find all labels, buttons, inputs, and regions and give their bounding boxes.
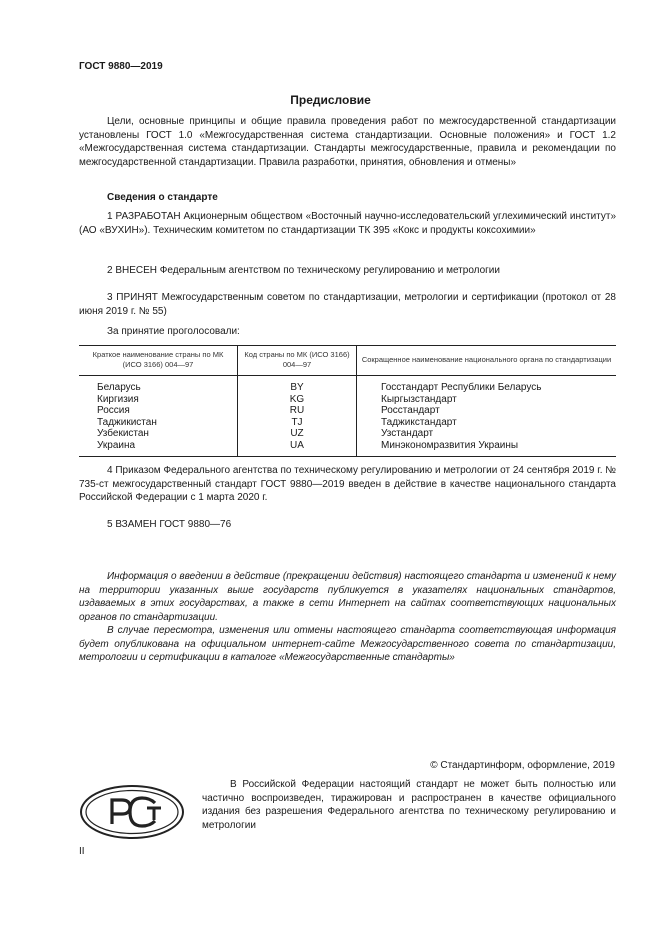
preface-intro: Цели, основные принципы и общие правила проведения работ по межгосударственной стандартизации установлены ГОСТ 1.0 «Межгосударственная система стандартизации. Основные положения» и ГОСТ 1.2 «Межгосударственная система стандартизации. Стандарты межгосударственные, правила и рекомендации по межгосударственной стандартизации. Правила разработки, принятия, обновления и отмены» [79,116,616,168]
standards-body: Таджикстандарт [357,417,617,429]
country-name: Украина [79,440,238,457]
country-code: RU [238,405,357,417]
info-item-3: 3 ПРИНЯТ Межгосударственным советом по стандартизации, метрологии и сертификации (протокол от 28 июня 2019 г. № 55) [79,292,616,317]
info-item-5: 5 ВЗАМЕН ГОСТ 9880—76 [107,519,232,530]
standards-body: Госстандарт Республики Беларусь [357,376,617,394]
country-name: Беларусь [97,382,141,393]
country-code: UZ [238,428,357,440]
country-name: Таджикистан [97,416,157,428]
country-code: BY [238,376,357,394]
table-row [79,440,616,457]
country-name: Киргизия [97,393,139,405]
table-row [79,428,616,440]
reproduction-rights-notice: В Российской Федерации настоящий стандарт не может быть полностью или частично воспроизведен, тиражирован и распространен в качестве официального издания без разрешения Федерального агентства по техническому регулированию и метрологии [202,779,616,831]
standards-body: Минэкономразвития Украины [357,440,617,457]
preface-title: Предисловие [290,93,371,107]
standards-body: Росстандарт [357,405,617,417]
info-item-1: 1 РАЗРАБОТАН Акционерным обществом «Восточный научно-исследовательский углехимический институт» (АО «ВУХИН»). Техническим комитетом по стандартизации ТК 395 «Кокс и продукты коксохимии» [79,211,616,236]
header-country: Краткое наименование страны по МК (ИСО 3166) 004—97 [79,346,238,376]
country-name: Россия [97,405,130,416]
table-row [79,376,616,394]
info-section-title: Сведения о стандарте [107,192,218,203]
header-org: Сокращенное наименование национального органа по стандартизации [357,346,617,376]
header-code: Код страны по МК (ИСО 3166) 004—97 [238,346,357,376]
info-item-4: 4 Приказом Федерального агентства по техническому регулированию и метрологии от 24 сентября 2019 г. № 735-ст межгосударственный стандарт ГОСТ 9880—2019 введен в действие в качестве национального стандарта Российской Федерации с 1 марта 2020 г. [79,465,616,503]
country-code: TJ [238,417,357,429]
standards-body: Кыргызстандарт [357,394,617,406]
info-item-2: 2 ВНЕСЕН Федеральным агентством по техническому регулированию и метрологии [107,265,500,276]
copyright-notice: © Стандартинформ, оформление, 2019 [430,760,615,771]
table-row [79,417,616,429]
page-number: II [79,846,85,857]
standards-body: Узстандарт [357,428,617,440]
table-row [79,405,616,417]
rst-certification-logo-icon [79,784,185,840]
voting-countries-table [79,345,616,457]
country-code: KG [238,394,357,406]
votes-label: За принятие проголосовали: [107,326,240,337]
country-name: Узбекистан [97,428,149,439]
country-code: UA [238,440,357,457]
document-code: ГОСТ 9880—2019 [79,61,163,72]
notice-paragraph-1: Информация о введении в действие (прекращении действия) настоящего стандарта и изменений к нему на территории указанных выше государств публикуется в указателях национальных стандартов, издаваемых в этих государствах, а также в сети Интернет на сайтах соответствующих национальных органов по стандартизации. [79,571,616,623]
table-header-row [79,346,616,376]
table-row [79,394,616,406]
notice-paragraph-2: В случае пересмотра, изменения или отмены настоящего стандарта соответствующая информация будет опубликована на официальном интернет-сайте Межгосударственного совета по стандартизации, метрологии и сертификации в каталоге «Межгосударственные стандарты» [79,625,616,663]
